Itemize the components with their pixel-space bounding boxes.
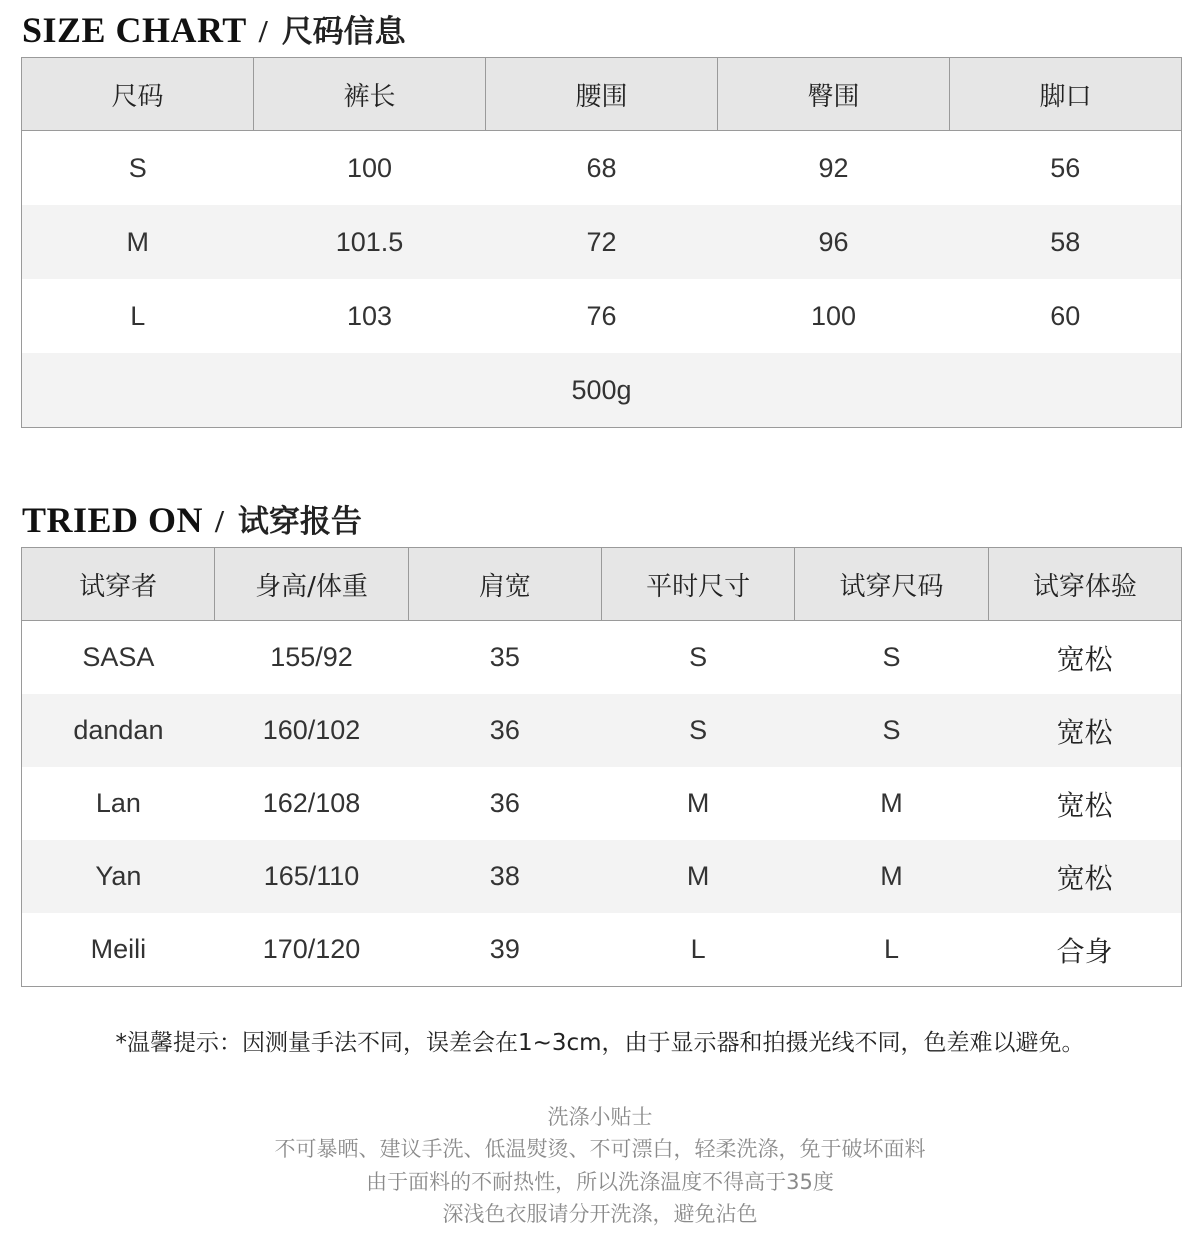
table-cell: L bbox=[883, 934, 899, 964]
care-tip-line: 不可暴晒、建议手洗、低温熨烫、不可漂白，轻柔洗涤，免于破坏面料 bbox=[274, 1137, 926, 1161]
table-cell: S bbox=[882, 642, 901, 672]
table-cell: L bbox=[690, 934, 706, 964]
column-header-height-weight: 身高/体重 bbox=[215, 548, 408, 621]
weight-row bbox=[22, 353, 1182, 428]
table-cell: 160/102 bbox=[215, 694, 408, 767]
table-cell: 35 bbox=[489, 642, 520, 672]
table-row bbox=[22, 205, 1182, 279]
table-cell: M bbox=[795, 840, 988, 913]
table-cell: 165/110 bbox=[215, 840, 408, 913]
column-header-usual-size: 平时尺寸 bbox=[601, 548, 794, 621]
table-cell: 100 bbox=[810, 300, 857, 331]
column-header-leg-opening: 脚口 bbox=[950, 58, 1182, 131]
table-cell: 68 bbox=[586, 152, 617, 183]
table-cell: 宽松 bbox=[988, 840, 1181, 913]
column-header-fit: 试穿体验 bbox=[988, 548, 1181, 621]
care-tips-title: 洗涤小贴士 bbox=[547, 1105, 653, 1129]
table-cell: 合身 bbox=[1056, 934, 1113, 968]
column-header-size: 尺码 bbox=[22, 58, 254, 131]
tried-on-title-en: TRIED ON bbox=[22, 500, 204, 540]
table-cell: S bbox=[689, 642, 708, 672]
table-cell: 103 bbox=[346, 300, 393, 331]
table-cell: 56 bbox=[1050, 152, 1081, 183]
table-cell: 38 bbox=[408, 840, 601, 913]
table-cell: M bbox=[880, 788, 903, 818]
column-header-tester: 试穿者 bbox=[22, 548, 215, 621]
table-cell: 162/108 bbox=[262, 788, 361, 818]
table-row bbox=[22, 694, 1182, 767]
table-cell: 170/120 bbox=[262, 934, 361, 964]
size-chart-title-en: SIZE CHART bbox=[22, 10, 247, 50]
table-cell: M bbox=[22, 205, 254, 279]
table-cell: 39 bbox=[489, 934, 520, 964]
column-header-tried-size: 试穿尺码 bbox=[795, 548, 988, 621]
table-cell: 76 bbox=[586, 300, 617, 331]
table-header-row bbox=[22, 58, 1182, 131]
table-cell: 100 bbox=[346, 152, 393, 183]
table-cell: SASA bbox=[82, 642, 155, 672]
table-cell: S bbox=[601, 694, 794, 767]
size-chart-table bbox=[21, 57, 1182, 428]
table-cell: 101.5 bbox=[254, 205, 486, 279]
column-header-length: 裤长 bbox=[254, 58, 486, 131]
care-tip-line: 深浅色衣服请分开洗涤，避免沾色 bbox=[442, 1202, 758, 1226]
column-header-shoulder: 肩宽 bbox=[408, 548, 601, 621]
table-cell: 36 bbox=[408, 694, 601, 767]
tried-on-title bbox=[22, 496, 362, 541]
table-cell: dandan bbox=[22, 694, 215, 767]
table-row bbox=[22, 621, 1182, 695]
table-cell: S bbox=[128, 152, 147, 183]
care-tip-line: 由于面料的不耐热性，所以洗涤温度不得高于35度 bbox=[366, 1170, 834, 1194]
column-header-hip: 臀围 bbox=[718, 58, 950, 131]
column-header-waist: 腰围 bbox=[486, 58, 718, 131]
table-row bbox=[22, 279, 1182, 353]
table-cell: 宽松 bbox=[1056, 788, 1113, 822]
table-cell: 58 bbox=[950, 205, 1182, 279]
tried-on-table bbox=[21, 547, 1182, 987]
table-row bbox=[22, 131, 1182, 206]
title-separator: / bbox=[258, 13, 268, 49]
table-cell: M bbox=[601, 840, 794, 913]
table-cell: Lan bbox=[95, 788, 141, 818]
table-cell: Meili bbox=[90, 934, 147, 964]
weight-value: 500g bbox=[22, 353, 1182, 428]
table-cell: 72 bbox=[486, 205, 718, 279]
table-cell: 60 bbox=[1050, 300, 1081, 331]
table-cell: 宽松 bbox=[1056, 642, 1113, 676]
table-row bbox=[22, 913, 1182, 987]
tried-on-title-zh: 试穿报告 bbox=[237, 504, 362, 540]
table-header-row bbox=[22, 548, 1182, 621]
size-chart-title bbox=[22, 6, 406, 51]
table-cell: M bbox=[686, 788, 710, 818]
size-chart-title-zh: 尺码信息 bbox=[281, 14, 406, 50]
table-cell: S bbox=[795, 694, 988, 767]
table-cell: 92 bbox=[818, 152, 849, 183]
table-cell: 96 bbox=[718, 205, 950, 279]
table-row bbox=[22, 767, 1182, 840]
measurement-note: *温馨提示：因测量手法不同，误差会在1~3cm，由于显示器和拍摄光线不同，色差难以避免。 bbox=[115, 1030, 1085, 1056]
table-cell: 155/92 bbox=[270, 642, 353, 672]
table-cell: 36 bbox=[489, 788, 520, 818]
table-cell: Yan bbox=[22, 840, 215, 913]
table-cell: 宽松 bbox=[988, 694, 1181, 767]
table-cell: L bbox=[130, 300, 146, 331]
table-row bbox=[22, 840, 1182, 913]
title-separator: / bbox=[215, 503, 224, 539]
